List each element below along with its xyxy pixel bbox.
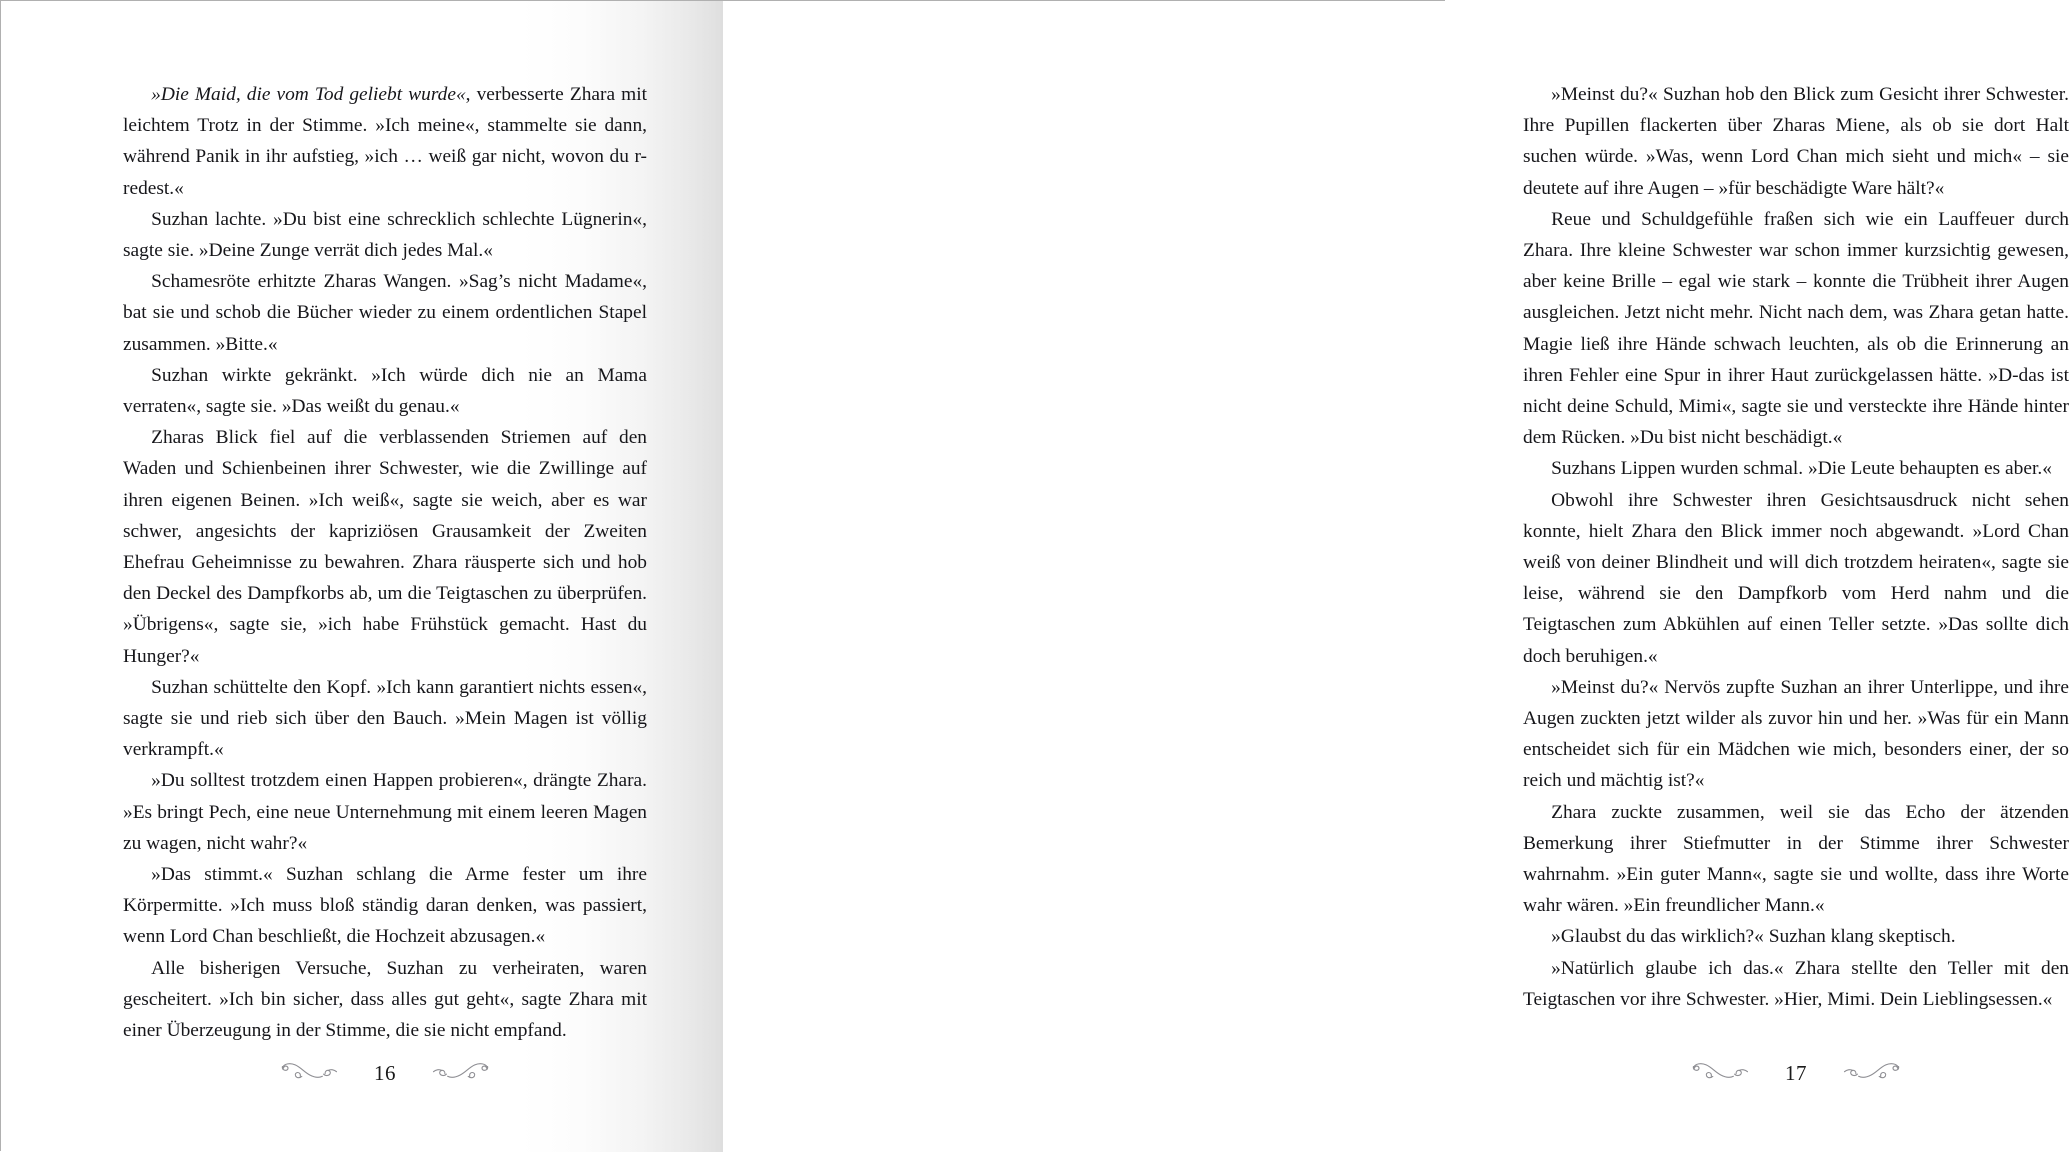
paragraph: Suzhan wirkte gekränkt. »Ich würde dich nie an Mama verraten«, sagte sie. »Das weißt du genau.« [123, 364, 647, 418]
paragraph: Zharas Blick fiel auf die verblassenden Striemen auf den Waden und Schienbeinen ihrer Schwester, wie die Zwillinge auf ihren eigenen Beinen. »Ich weiß«, sagte sie weich, aber es war schwer, angesichts der kapriziösen Grausamkeit der Zweiten Ehefrau Geheimnisse zu bewahren. Zhara räusperte sich und hob den Deckel des Dampfkorbs ab, um die Teigtaschen zu überprüfen. »Übrigens«, sagte sie, »ich habe Frühstück gemacht. Hast du Hunger?« [123, 427, 647, 667]
paragraph: »Glaubst du das wirklich?« Suzhan klang skeptisch. [1551, 926, 1956, 948]
paragraph: Reue und Schuldgefühle fraßen sich wie ein Lauffeuer durch Zhara. Ihre kleine Schwester war schon immer kurzsichtig gewesen, aber keine Brille – egal wie stark – konnte die Trübheit ihrer Augen ausgleichen. Jetzt nicht mehr. Nicht nach dem, was Zhara getan hatte. Magie ließ ihre Hände schwach leuchten, als ob die Erinnerung an ihren Fehler eine Spur in ihrer Haut zurückgelassen hätte. »D-das ist nicht deine Schuld, Mimi«, sagte sie und versteckte ihre Hände hinter dem Rücken. »Du bist nicht beschädigt.« [1523, 208, 2069, 449]
paragraph-text: , verbesserte Zhara mit leichtem Trotz in der Stimme. »Ich meine«, stammelte sie dann, während Panik in ihr aufstieg, »ich … weiß gar nicht, wovon du r-redest.« [123, 84, 648, 199]
page-number: 17 [1785, 1060, 1807, 1085]
paragraph: »Das stimmt.« Suzhan schlang die Arme fester um ihre Körpermitte. »Ich muss bloß ständig daran denken, was passiert, wenn Lord Chan beschließt, die Hochzeit abzusagen.« [123, 864, 647, 948]
paragraph: Suzhan lachte. »Du bist eine schrecklich schlechte Lügnerin«, sagte sie. »Deine Zunge verrät dich jedes Mal.« [123, 208, 647, 262]
flourish-swirl-ornament [1690, 1060, 1764, 1086]
left-page [1, 1, 723, 1152]
paragraph: Obwohl ihre Schwester ihren Gesichtsausdruck nicht sehen konnte, hielt Zhara den Blick immer noch abgewandt. »Lord Chan weiß von deiner Blindheit und will dich trotzdem heiraten«, sagte sie leise, während sie den Dampfkorb vom Herd nahm und die Teigtaschen zum Abkühlen auf einen Teller setzte. »Das sollte dich doch beruhigen.« [1523, 489, 2069, 667]
paragraph: »Natürlich glaube ich das.« Zhara stellte den Teller mit den Teigtaschen vor ihre Schwester. »Hier, Mimi. Dein Lieblingsessen.« [1523, 957, 2069, 1010]
paragraph: Suzhan schüttelte den Kopf. »Ich kann garantiert nichts essen«, sagte sie und rieb sich über den Bauch. »Mein Magen ist völlig verkrampft.« [123, 676, 647, 761]
right-page-folio [1523, 1056, 2069, 1090]
flourish-swirl-ornament [279, 1060, 353, 1086]
paragraph: Zhara zuckte zusammen, weil sie das Echo der ätzenden Bemerkung ihrer Stiefmutter in der Stimme ihrer Schwester wahrnahm. »Ein guter Mann«, sagte sie und wollte, dass ihre Worte wahr wären. »Ein freundlicher Mann.« [1523, 801, 2069, 917]
paragraph: Schamesröte erhitzte Zharas Wangen. »Sag’s nicht Madame«, bat sie und schob die Bücher wieder zu einem ordentlichen Stapel zusammen. »Bitte.« [123, 271, 647, 355]
flourish-swirl-ornament [1828, 1060, 1902, 1086]
page-number: 16 [374, 1060, 396, 1085]
right-page-textblock [1523, 79, 2069, 1015]
left-page-textblock [123, 79, 647, 1046]
paragraph [123, 79, 647, 204]
right-page [723, 1, 2069, 1152]
book-title-italic: »Die Maid, die vom Tod geliebt wurde« [151, 84, 466, 105]
paragraph: »Meinst du?« Suzhan hob den Blick zum Gesicht ihrer Schwester. Ihre Pupillen flackerten über Zharas Miene, als ob sie dort Halt suchen würde. »Was, wenn Lord Chan mich sieht und mich« – sie deutete auf ihre Augen – »für beschädigte Ware hält?« [1523, 84, 2069, 199]
paragraph: Suzhans Lippen wurden schmal. »Die Leute behaupten es aber.« [1551, 458, 2052, 480]
paragraph: Alle bisherigen Versuche, Suzhan zu verheiraten, waren gescheitert. »Ich bin sicher, dass alles gut geht«, sagte Zhara mit einer Überzeugung in der Stimme, die sie nicht empfand. [123, 957, 647, 1042]
paragraph: »Meinst du?« Nervös zupfte Suzhan an ihrer Unterlippe, und ihre Augen zuckten jetzt wilder als zuvor hin und her. »Was für ein Mann entscheidet sich für ein Mädchen wie mich, besonders einer, der so reich und mächtig ist?« [1523, 676, 2069, 792]
left-page-folio [123, 1056, 647, 1090]
flourish-swirl-ornament [417, 1060, 491, 1086]
paragraph: »Du solltest trotzdem einen Happen probieren«, drängte Zhara. »Es bringt Pech, eine neue Unternehmung mit einem leeren Magen zu wagen, nicht wahr?« [123, 770, 647, 854]
